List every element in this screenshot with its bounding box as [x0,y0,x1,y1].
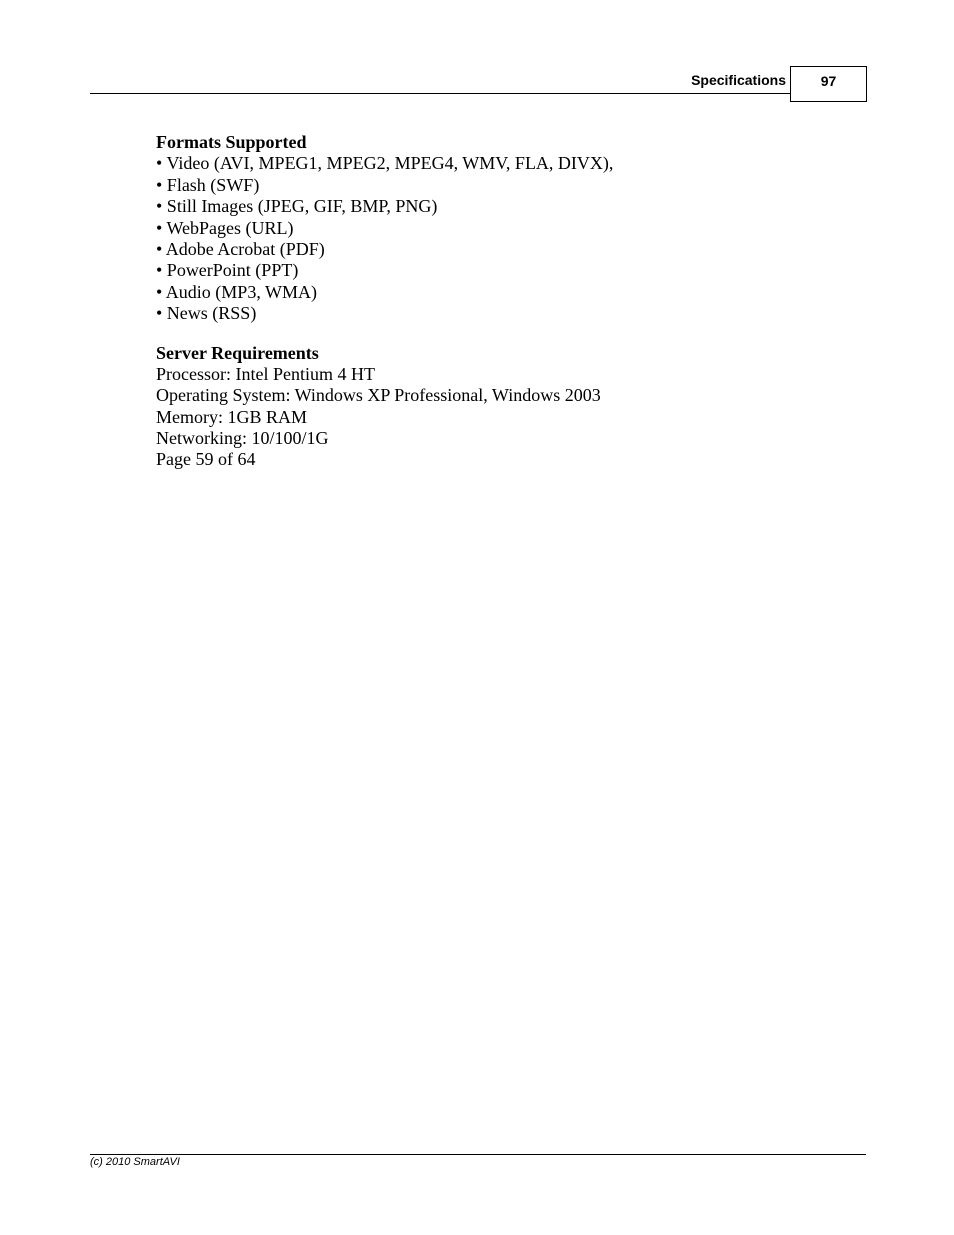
formats-heading: Formats Supported [156,132,307,152]
server-requirement: Networking: 10/100/1G [156,428,329,449]
footer-copyright: (c) 2010 SmartAVI [90,1156,180,1168]
server-requirement: Page 59 of 64 [156,449,256,470]
header-title: Specifications [691,72,786,88]
format-item: • Flash (SWF) [156,174,260,195]
footer-divider [90,1154,866,1155]
page-content [156,132,856,471]
format-item: • Still Images (JPEG, GIF, BMP, PNG) [156,196,438,217]
header-divider [90,93,791,94]
server-requirement: Operating System: Windows XP Professional, Windows 2003 [156,385,601,406]
section-spacer [156,325,856,343]
server-heading: Server Requirements [156,342,319,363]
format-item: • Audio (MP3, WMA) [156,281,317,302]
server-requirement: Processor: Intel Pentium 4 HT [156,363,375,384]
format-item: • WebPages (URL) [156,217,294,238]
server-requirement: Memory: 1GB RAM [156,406,308,427]
format-item: • News (RSS) [156,303,257,324]
page-number: 97 [790,66,867,102]
format-item: • Adobe Acrobat (PDF) [156,238,325,259]
format-item: • PowerPoint (PPT) [156,260,299,281]
format-item: • Video (AVI, MPEG1, MPEG2, MPEG4, WMV, FLA, DIVX), [156,153,614,174]
